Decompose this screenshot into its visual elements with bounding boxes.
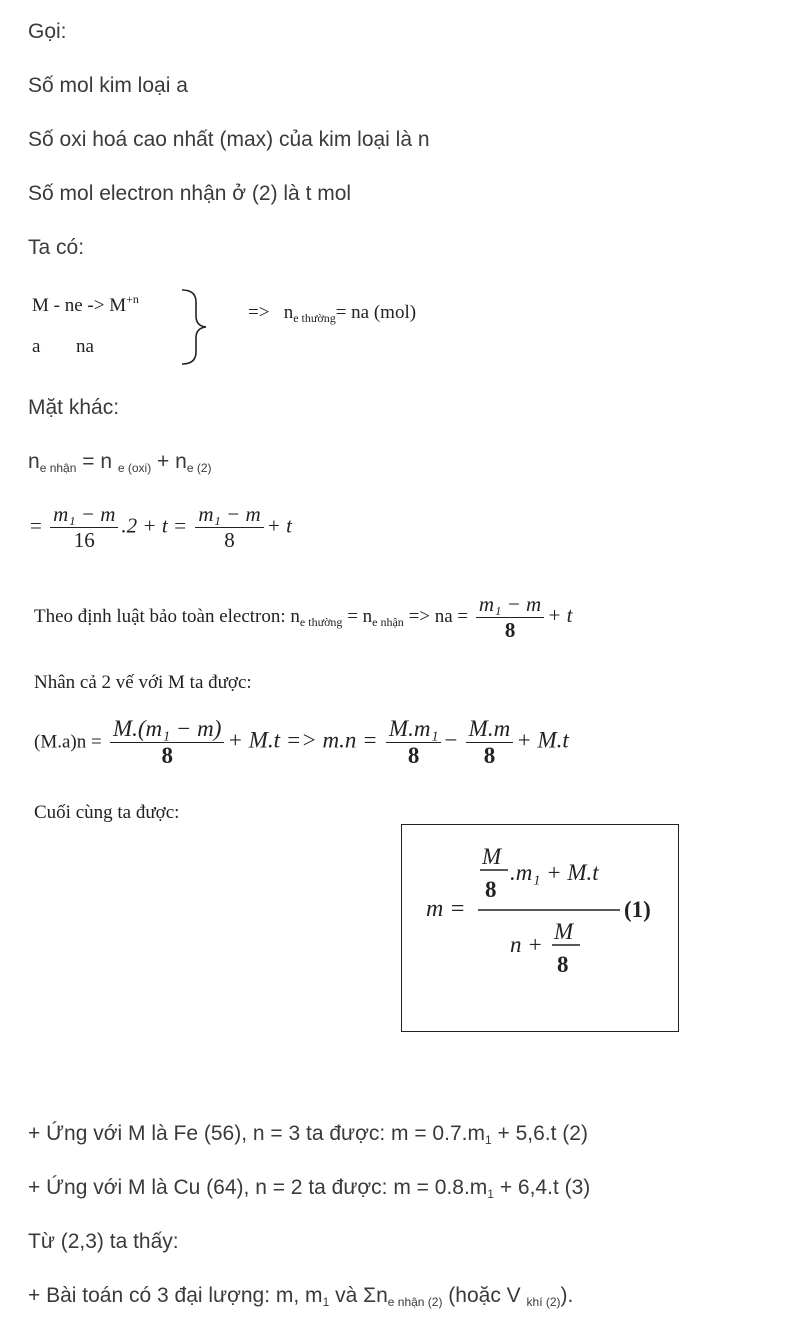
line-so-oxi-hoa: Số oxi hoá cao nhất (max) của kim loại là n (28, 128, 430, 151)
line-mol-electron: Số mol electron nhận ở (2) là t mol (28, 182, 352, 205)
n-nhan-equation (28, 450, 212, 475)
line-tu: Từ (2,3) ta thấy: (28, 1230, 179, 1253)
eq2-mid: + M.t => m.n = (227, 727, 378, 753)
theo-numerator: m₁ − m (476, 592, 544, 618)
cu-sub: 1 (487, 1187, 494, 1201)
bai-toan-mid2: (hoặc V (442, 1284, 527, 1307)
n-nhan-sub3: e (2) (186, 461, 212, 475)
fe-text: + Ứng với M là Fe (56), n = 3 ta được: m = 0.7.m (28, 1122, 485, 1145)
reaction-a: a (32, 336, 41, 357)
boxed-eight-top: 8 (485, 877, 497, 902)
boxed-M-top: M (482, 844, 502, 869)
theo-end: + t (547, 602, 573, 627)
eq1-denominator-2: 8 (224, 528, 235, 552)
eq2-numerator-1: M.(m₁ − m) (110, 716, 224, 743)
eq2-denominator-3: 8 (483, 743, 496, 768)
eq1-tail: + t (266, 513, 292, 538)
reaction-result (248, 302, 416, 326)
eq1-denominator-1: 16 (73, 528, 95, 552)
line-mat-khac: Mặt khác: (28, 396, 120, 419)
reaction-charge: +n (126, 292, 139, 306)
theo-sub2: e nhận (372, 614, 404, 629)
eq2-numerator-2: M.m₁ (386, 716, 442, 743)
bai-toan-mid: và Σn (329, 1284, 388, 1307)
n-nhan-sub1: e nhận (39, 461, 77, 475)
boxed-m-eq: m = (426, 896, 466, 922)
eq2-denominator-1: 8 (161, 743, 173, 768)
theo-dinh-luat (34, 592, 572, 643)
line-cu (28, 1176, 590, 1201)
line-goi: Gọi: (28, 20, 67, 43)
equation-1: = $\frac{\text{m₁ − m}}{16}$ .2 + t = $\frac{\text{m₁ − m}}{8}$ + t (30, 502, 292, 552)
equation-2 (34, 716, 569, 769)
reaction-arrow: => (248, 302, 270, 323)
eq1-mid: .2 + t = (121, 513, 188, 538)
eq2-lhs: (M.a)n = (34, 731, 102, 753)
fe-sub: 1 (484, 1133, 492, 1147)
line-ta-co: Ta có: (28, 236, 85, 259)
bai-toan-sub1: 1 (322, 1295, 330, 1309)
n-nhan-n1: n (28, 450, 40, 473)
reaction-na: na (75, 336, 94, 357)
bai-toan-end: ). (560, 1284, 574, 1307)
fe-tail: + 5,6.t (2) (491, 1122, 588, 1145)
line-fe (28, 1122, 588, 1147)
eq2-minus: − (444, 727, 458, 753)
eq2-numerator-3: M.m (466, 716, 514, 743)
boxed-formula-svg (402, 825, 678, 1031)
boxed-n-plus: n + (510, 932, 543, 957)
n-nhan-sub2: e (oxi) (117, 461, 152, 475)
cu-tail: + 6,4.t (3) (493, 1176, 591, 1199)
n-nhan-eq: = n (76, 450, 118, 473)
cu-text: + Ứng với M là Cu (64), n = 2 ta được: m = 0.8.m (28, 1176, 488, 1199)
theo-sub1: e thường (299, 614, 343, 629)
bai-toan-text: + Bài toán có 3 đại lượng: m, m (28, 1284, 323, 1307)
reaction-n: n (283, 302, 294, 323)
bai-toan-sub2: e nhận (2) (387, 1295, 443, 1309)
n-nhan-plus: + n (151, 450, 187, 473)
reaction-row-2 (32, 336, 94, 358)
theo-tail: => na = (403, 605, 469, 627)
reaction-lhs: M - ne -> M (32, 295, 127, 316)
reaction-rhs: = na (mol) (335, 302, 417, 323)
reaction-row-1 (32, 292, 139, 317)
boxed-M-bottom: M (554, 919, 574, 944)
boxed-formula (401, 824, 679, 1032)
eq2-tail: + M.t (516, 727, 569, 753)
boxed-label: (1) (624, 897, 651, 922)
line-nhan-ca-2-ve: Nhân cả 2 vế với M ta được: (34, 672, 252, 693)
curly-brace-icon (176, 288, 212, 366)
reaction-sub-thuong: e thường (293, 311, 336, 325)
boxed-eight-bottom: 8 (557, 952, 569, 977)
theo-text: Theo định luật bảo toàn electron: n (34, 605, 300, 627)
theo-eq: = n (342, 605, 373, 627)
line-cuoi-cung: Cuối cùng ta được: (34, 802, 180, 823)
boxed-m1-term: .m₁ + M.t (510, 860, 599, 885)
line-mol-kim-loai: Số mol kim loại a (28, 74, 188, 97)
bai-toan-sub3: khí (2) (526, 1295, 561, 1309)
line-bai-toan (28, 1284, 573, 1309)
eq1-numerator-1: m₁ − m (50, 502, 118, 528)
eq1-numerator-2: m₁ − m (195, 502, 263, 528)
theo-denominator: 8 (504, 618, 516, 642)
eq2-denominator-2: 8 (407, 743, 420, 768)
